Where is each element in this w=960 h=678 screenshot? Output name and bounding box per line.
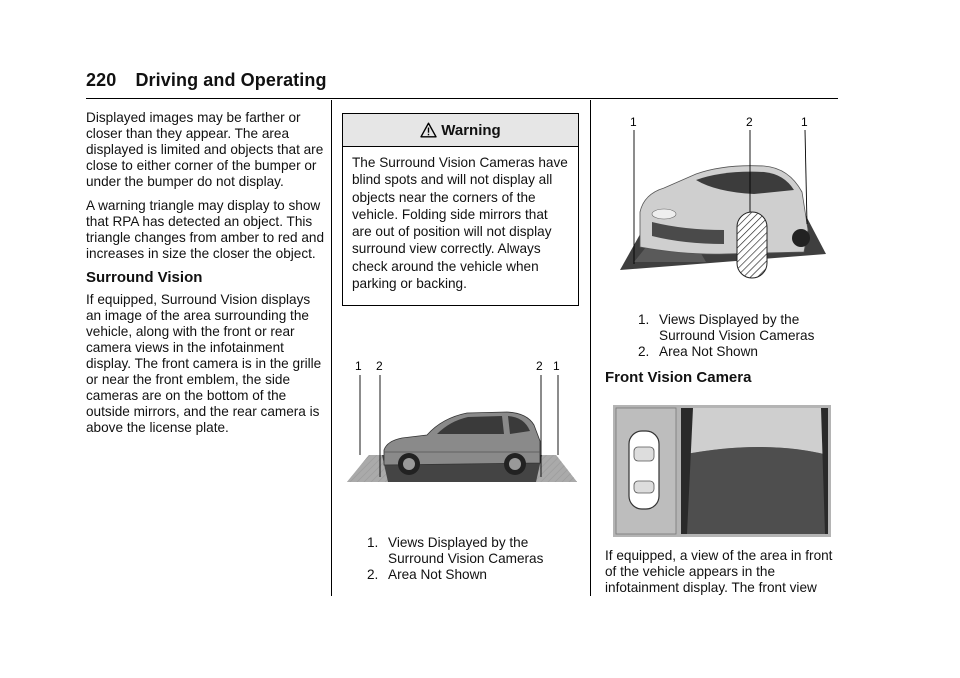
- front-caption-text-1-cont: Surround Vision Cameras: [659, 328, 815, 343]
- callout-1-right: 1: [553, 359, 560, 373]
- paragraph-warning-triangle: A warning triangle may display to show that RPA has detected an object. This triangle changes from amber to red and increases in size the closer the object.: [86, 198, 325, 261]
- warning-box: [342, 113, 579, 306]
- caption-text-1-cont: Surround Vision Cameras: [388, 551, 544, 566]
- callout-1-front-left: 1: [630, 115, 637, 129]
- front-caption-text-1: Views Displayed by the: [659, 312, 800, 327]
- blind-spot-capsule-hatch: [737, 212, 767, 278]
- caption-num-2: 2.: [367, 567, 379, 582]
- side-view-surround-diagram: [342, 355, 582, 490]
- front-caption-text-2: Area Not Shown: [659, 344, 758, 359]
- page-header: [86, 70, 327, 91]
- caption-num-1: 1.: [367, 535, 379, 550]
- callout-1-left: 1: [355, 359, 362, 373]
- column-right: [605, 370, 840, 386]
- front-figure-caption: [638, 312, 838, 360]
- header-rule: [86, 98, 838, 99]
- heading-front-vision-camera: Front Vision Camera: [605, 369, 752, 386]
- blind-spot-right-tint: [536, 455, 577, 482]
- warning-text: The Surround Vision Cameras have blind spots and will not display all objects near the corners of the vehicle. Folding side mirrors that are out of position will not display surround view correctly. Always check around the vehicle when parking or backing.: [352, 155, 568, 292]
- warning-triangle-icon: [420, 122, 437, 138]
- car-front-profile: [640, 166, 810, 254]
- callout-2-right: 2: [536, 359, 543, 373]
- front-caption-num-2: 2.: [638, 344, 650, 359]
- warning-header: [343, 114, 578, 147]
- warning-title: Warning: [441, 121, 501, 139]
- overhead-car-icon: [629, 431, 659, 509]
- column-divider-right: [590, 100, 591, 596]
- caption-text-2: Area Not Shown: [388, 567, 487, 582]
- leader-line-front-1-right: [805, 130, 807, 224]
- section-title: Driving and Operating: [135, 70, 327, 90]
- paragraph-surround-vision: If equipped, Surround Vision displays an image of the area surrounding the vehicle, along with the front or rear camera views in the infotainment display. The front camera is in the grille or near the front emblem, the side cameras are on the bottom of the outside mirrors, and the rear camera is above the license plate.: [86, 292, 322, 435]
- side-figure-caption: [367, 535, 577, 583]
- column-left: [86, 110, 326, 444]
- column-divider-left: [331, 100, 332, 596]
- front-caption-num-1: 1.: [638, 312, 650, 327]
- page-number: 220: [86, 70, 117, 90]
- front-camera-display-image: [613, 405, 831, 537]
- callout-2-left: 2: [376, 359, 383, 373]
- callout-1-front-right: 1: [801, 115, 808, 129]
- paragraph-image-limits: Displayed images may be farther or closer than they appear. The area displayed is limited and objects that are close to either corner of the bumper or under the bumper do not display.: [86, 110, 324, 189]
- paragraph-front-vision: If equipped, a view of the area in front of the vehicle appears in the infotainment display. The front view: [605, 548, 833, 595]
- heading-surround-vision: Surround Vision: [86, 269, 203, 286]
- blind-spot-left-tint: [347, 455, 388, 482]
- caption-text-1: Views Displayed by the: [388, 535, 529, 550]
- callout-2-front: 2: [746, 115, 753, 129]
- front-view-surround-diagram: [604, 112, 834, 297]
- camera-feed-ground: [681, 447, 828, 534]
